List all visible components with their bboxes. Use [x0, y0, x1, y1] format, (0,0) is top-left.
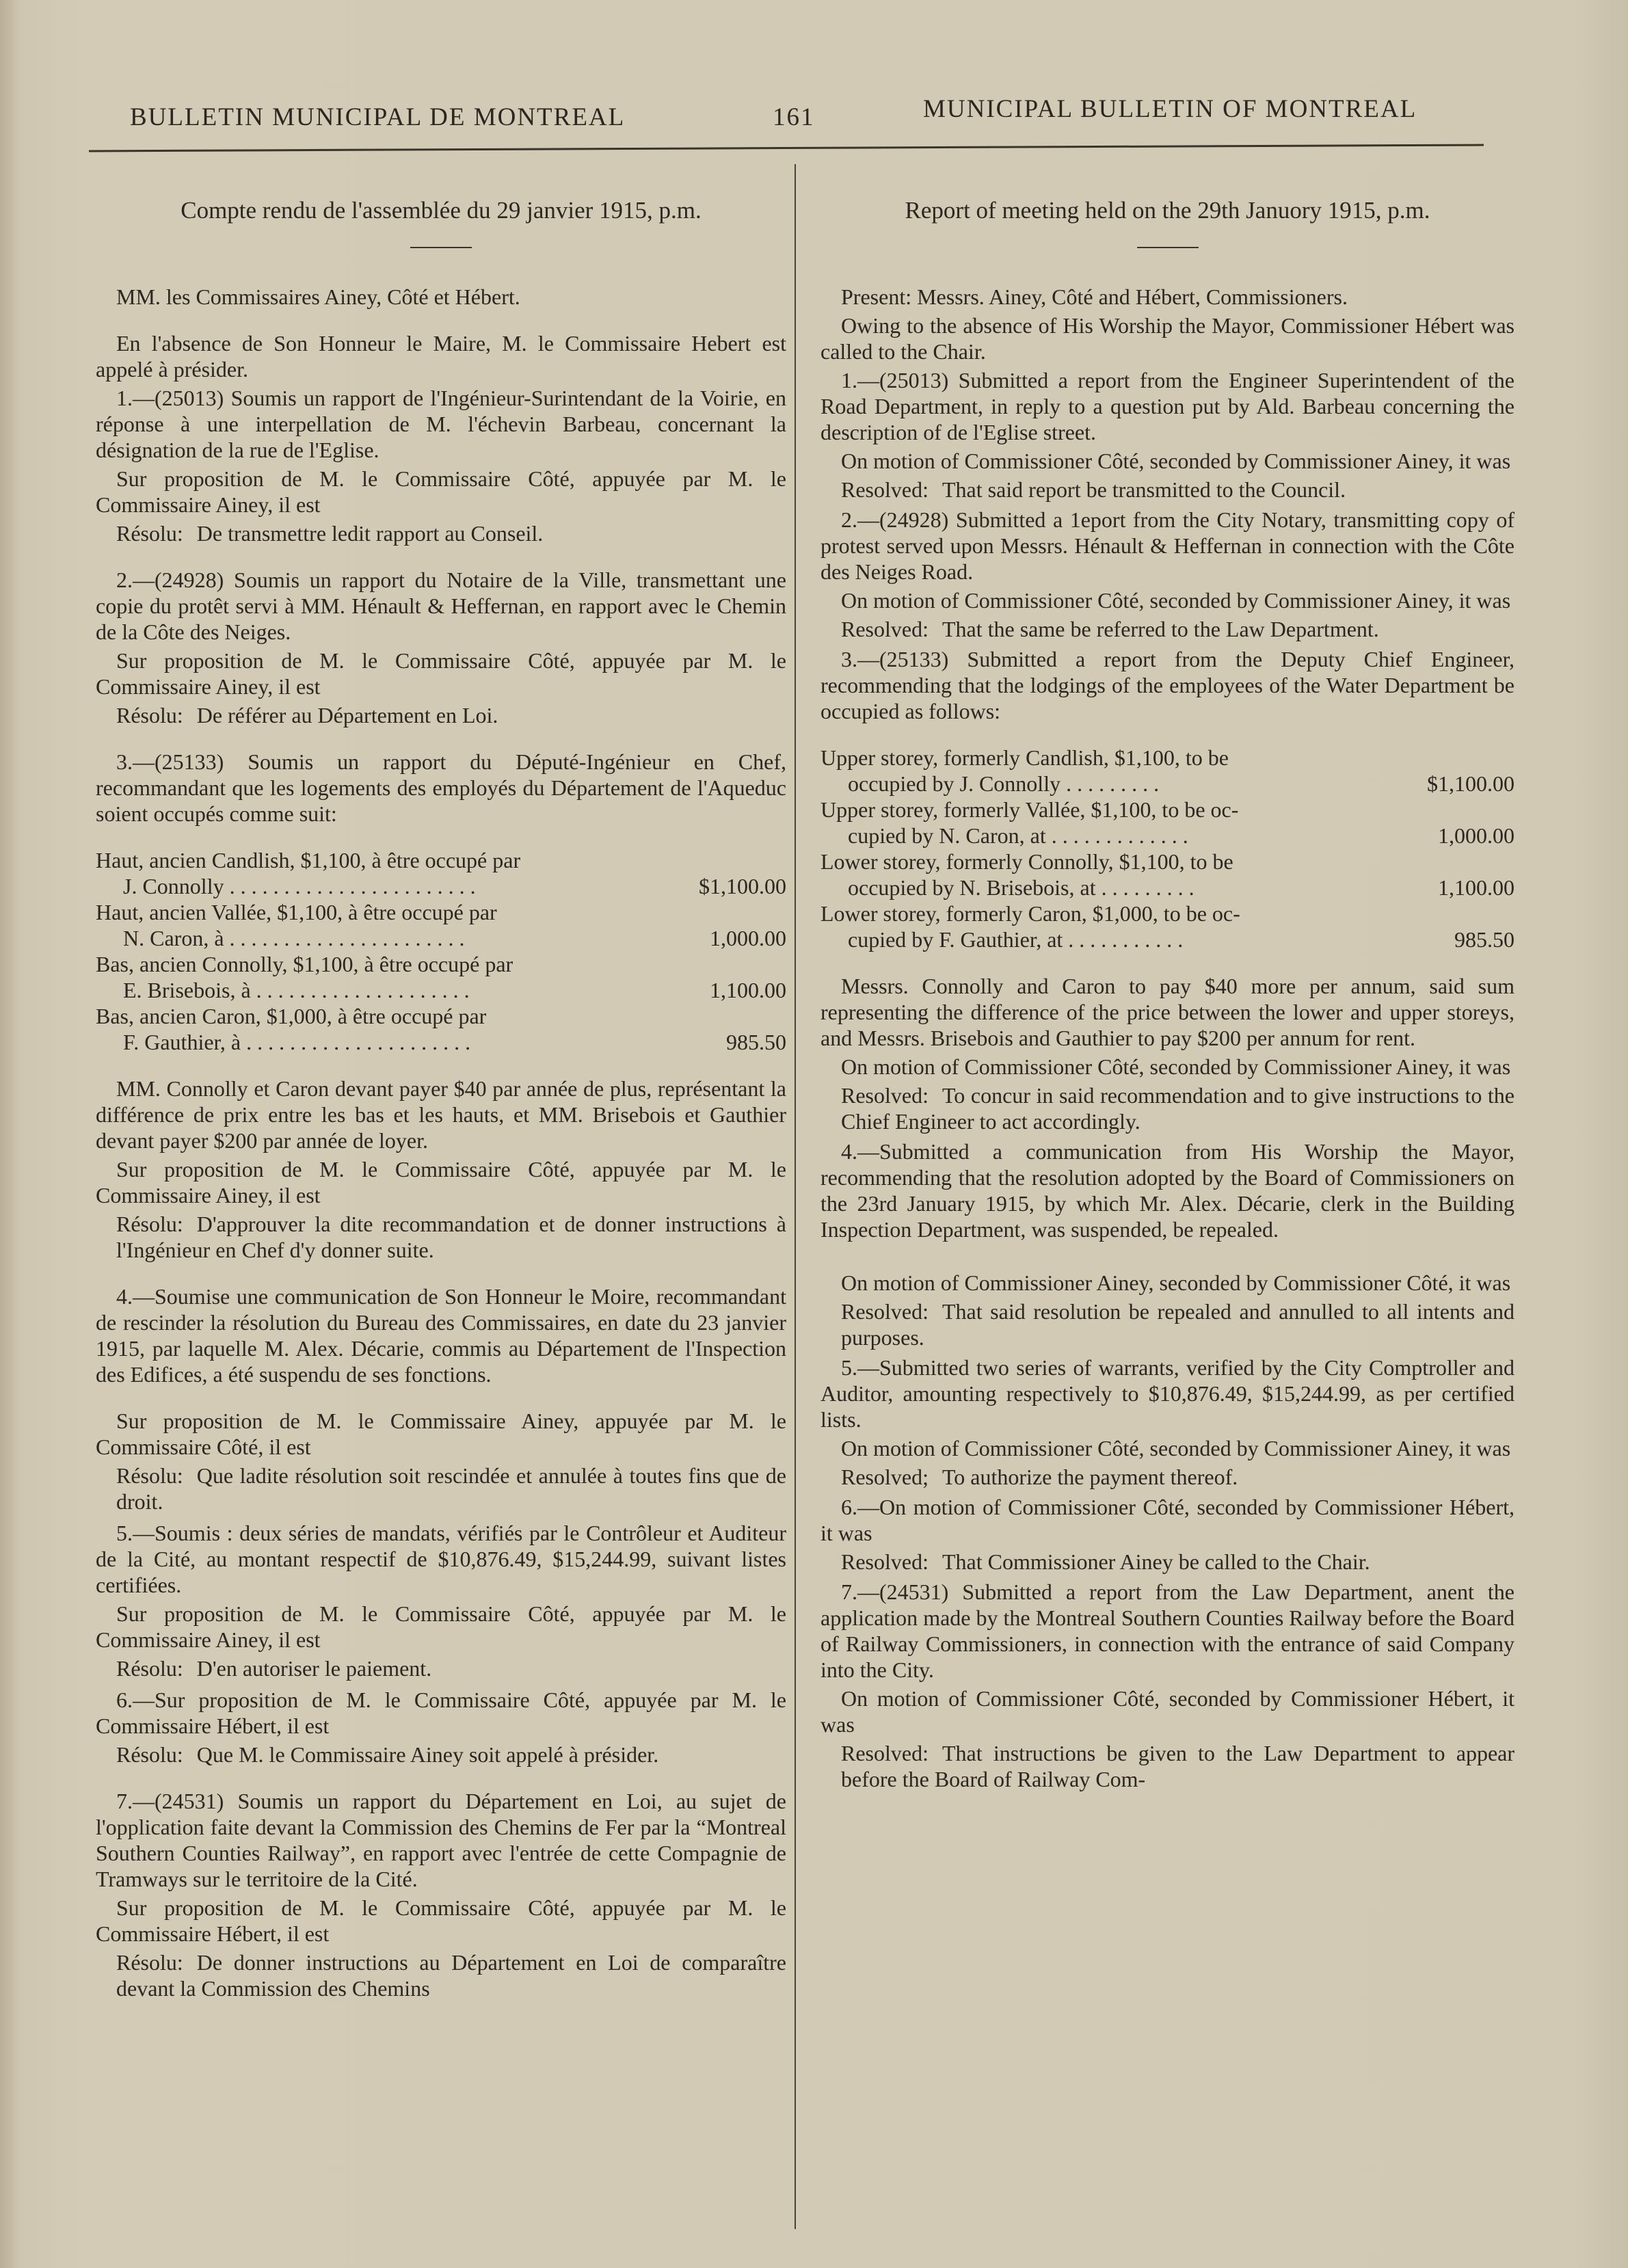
resolution-label: Resolved:	[841, 1299, 929, 1324]
resolution-label: Resolved;	[841, 1465, 929, 1489]
page-header	[130, 89, 1463, 130]
fr-item-7-resolution	[96, 1949, 786, 2001]
fr-item-4: 4.—Soumise une communication de Son Honneur le Moire, recommandant de rescinder la résolution du Bureau des Commissaires, en date du 23 janvier 1915, par laquelle M. Alex. Décarie, commis au Département de l'Inspection des Edifices, a été suspendu de ses fonctions.	[96, 1284, 786, 1387]
en-lodging-occupant: cupied by F. Gauthier, at . . . . . . . . . . .	[848, 927, 1184, 952]
resolution-text: Que ladite résolution soit rescindée et annulée à toutes fins que de droit.	[116, 1463, 786, 1514]
fr-item-1-resolution	[96, 520, 786, 546]
fr-present: MM. les Commissaires Ainey, Côté et Hébert.	[116, 284, 520, 309]
fr-item-1-motion: Sur proposition de M. le Commissaire Côté, appuyée par M. le Commissaire Ainey, il est	[96, 466, 786, 517]
resolution-label: Résolu:	[116, 703, 183, 728]
fr-lodging-occupant: E. Brisebois, à . . . . . . . . . . . . . . . . . . . .	[123, 978, 470, 1002]
en-item-3-motion: On motion of Commissioner Côté, seconded by Commissioner Ainey, it was	[841, 1054, 1511, 1079]
fr-lodging-line: Haut, ancien Candlish, $1,100, à être occupé par	[96, 848, 521, 872]
fr-lodging-line: Haut, ancien Vallée, $1,100, à être occupé par	[96, 900, 497, 924]
fr-lodging-line: Bas, ancien Caron, $1,000, à être occupé par	[96, 1004, 487, 1028]
en-item-6-resolution	[820, 1549, 1514, 1575]
resolution-label: Resolved:	[841, 1741, 929, 1765]
en-item-4-motion: On motion of Commissioner Ainey, seconded by Commissioner Côté, it was	[841, 1270, 1511, 1295]
en-lodging-occupant: occupied by J. Connolly . . . . . . . . .	[848, 771, 1160, 796]
fr-item-4-motion: Sur proposition de M. le Commissaire Ainey, appuyée par M. le Commissaire Côté, il est	[96, 1409, 786, 1459]
resolution-text: To authorize the payment thereof.	[942, 1465, 1238, 1489]
en-item-6: 6.—On motion of Commissioner Côté, seconded by Commissioner Hébert, it was	[820, 1495, 1514, 1545]
fr-lodging-amount: 1,100.00	[710, 978, 786, 1002]
fr-item-6-resolution	[96, 1742, 786, 1767]
resolution-text: To concur in said recommendation and to give instructions to the Chief Engineer to act accordingly.	[841, 1083, 1514, 1134]
fr-item-6: 6.—Sur proposition de M. le Commissaire Côté, appuyée par M. le Commissaire Hébert, il est	[96, 1687, 786, 1738]
en-item-4: 4.—Submitted a communication from His Worship the Mayor, recommending that the resolution adopted by the Board of Commissioners on the 23rd January 1915, by which Mr. Alex. Décarie, clerk in the Building Inspection Department, was suspended, be repealed.	[820, 1139, 1514, 1242]
en-item-3: 3.—(25133) Submitted a report from the Deputy Chief Engineer, recommending that the lodgings of the employees of the Water Department be occupied as follows:	[820, 647, 1514, 723]
fr-item-3-motion: Sur proposition de M. le Commissaire Côté, appuyée par M. le Commissaire Ainey, il est	[96, 1157, 786, 1208]
en-item-2-resolution	[820, 616, 1514, 642]
resolution-label: Resolved:	[841, 1083, 929, 1108]
fr-lodging-amount: $1,100.00	[699, 874, 786, 898]
resolution-label: Résolu:	[116, 1212, 183, 1236]
fr-item-2-resolution	[96, 702, 786, 728]
french-title-rule	[410, 247, 472, 248]
en-item-1-motion: On motion of Commissioner Côté, seconded by Commissioner Ainey, it was	[841, 449, 1511, 473]
fr-item-2-motion: Sur proposition de M. le Commissaire Côté, appuyée par M. le Commissaire Ainey, il est	[96, 648, 786, 699]
en-lodging-line: Upper storey, formerly Vallée, $1,100, to be oc-	[820, 797, 1239, 822]
fr-lodging-row	[96, 1029, 786, 1055]
en-item-1-resolution	[820, 477, 1514, 503]
en-lodging-line: Upper storey, formerly Candlish, $1,100, to be	[820, 745, 1229, 770]
en-lodging-occupant: occupied by N. Brisebois, at . . . . . . . . .	[848, 875, 1195, 900]
en-lodging-row	[820, 875, 1514, 900]
fr-lodgings-list	[96, 847, 786, 1055]
en-lodging-amount: $1,100.00	[1427, 771, 1514, 796]
en-absence: Owing to the absence of His Worship the Mayor, Commissioner Hébert was called to the Chair.	[820, 313, 1514, 364]
fr-lodging-row	[96, 925, 786, 951]
column-divider	[795, 164, 796, 2229]
resolution-text: That said report be transmitted to the Council.	[942, 477, 1346, 502]
resolution-text: D'en autoriser le paiement.	[196, 1656, 432, 1681]
en-lodging-line: Lower storey, formerly Caron, $1,000, to be oc-	[820, 901, 1240, 926]
en-lodging-line: Lower storey, formerly Connolly, $1,100, to be	[820, 849, 1233, 874]
fr-lodging-line: Bas, ancien Connolly, $1,100, à être occupé par	[96, 952, 513, 976]
english-title: Report of meeting held on the 29th Januory 1915, p.m.	[905, 197, 1430, 224]
french-column	[96, 181, 786, 2022]
en-lodging-amount: 985.50	[1454, 927, 1514, 952]
resolution-label: Resolved:	[841, 617, 929, 641]
resolution-label: Résolu:	[116, 521, 183, 546]
resolution-text: De transmettre ledit rapport au Conseil.	[196, 521, 544, 546]
resolution-text: That instructions be given to the Law Department to appear before the Board of Railway Com-	[841, 1741, 1514, 1791]
en-lodgings-list	[820, 745, 1514, 952]
en-item-3-rent-note: Messrs. Connolly and Caron to pay $40 more per annum, said sum representing the difference of the price between the lower and upper storeys, and Messrs. Brisebois and Gauthier to pay $200 per annum for rent.	[820, 974, 1514, 1050]
resolution-label: Résolu:	[116, 1463, 183, 1488]
fr-item-7-motion: Sur proposition de M. le Commissaire Côté, appuyée par M. le Commissaire Hébert, il est	[96, 1895, 786, 1946]
fr-absence: En l'absence de Son Honneur le Maire, M. le Commissaire Hebert est appelé à présider.	[96, 331, 786, 382]
fr-item-5-motion: Sur proposition de M. le Commissaire Côté, appuyée par M. le Commissaire Ainey, il est	[96, 1601, 786, 1652]
fr-lodging-occupant: N. Caron, à . . . . . . . . . . . . . . . . . . . . . .	[123, 926, 465, 950]
fr-lodging-amount: 1,000.00	[710, 926, 786, 950]
en-item-2-motion: On motion of Commissioner Côté, seconded by Commissioner Ainey, it was	[841, 588, 1511, 613]
fr-lodging-row	[96, 977, 786, 1003]
resolution-label: Resolved:	[841, 1549, 929, 1574]
fr-item-5: 5.—Soumis : deux séries de mandats, vérifiés par le Contrôleur et Auditeur de la Cité, au montant respectif de $10,876.49, $15,244.99, suivant listes certifiées.	[96, 1521, 786, 1597]
fr-item-5-resolution	[96, 1655, 786, 1681]
en-item-7-motion: On motion of Commissioner Côté, seconded by Commissioner Hébert, it was	[820, 1686, 1514, 1737]
fr-lodging-occupant: J. Connolly . . . . . . . . . . . . . . . . . . . . . . .	[123, 874, 476, 898]
fr-item-7: 7.—(24531) Soumis un rapport du Département en Loi, au sujet de l'opplication faite devant la Commission des Chemins de Fer par la “Montreal Southern Counties Railway”, en rapport avec l'entrée de cette Compagnie de Tramways sur le territoire de la Cité.	[96, 1789, 786, 1891]
fr-item-2: 2.—(24928) Soumis un rapport du Notaire de la Ville, transmettant une copie du protêt servi à MM. Hénault & Heffernan, en rapport avec le Chemin de la Côte des Neiges.	[96, 568, 786, 644]
resolution-text: D'approuver la dite recommandation et de donner instructions à l'Ingénieur en Chef d'y donner suite.	[116, 1212, 786, 1262]
en-lodging-amount: 1,000.00	[1438, 823, 1514, 848]
en-item-7-resolution	[820, 1740, 1514, 1792]
resolution-label: Resolved:	[841, 477, 929, 502]
resolution-label: Résolu:	[116, 1656, 183, 1681]
header-title-french: BULLETIN MUNICIPAL DE MONTREAL	[130, 103, 626, 131]
fr-item-3-rent-note: MM. Connolly et Caron devant payer $40 par année de plus, représentant la différence de prix entre les bas et les hauts, et MM. Brisebois et Gauthier devant payer $200 par année de loyer.	[96, 1076, 786, 1153]
resolution-text: That the same be referred to the Law Department.	[942, 617, 1379, 641]
en-present: Present: Messrs. Ainey, Côté and Hébert, Commissioners.	[841, 284, 1348, 309]
en-item-5: 5.—Submitted two series of warrants, verified by the City Comptroller and Auditor, amounting respectively to $10,876.49, $15,244.99, as per certified lists.	[820, 1355, 1514, 1432]
en-lodging-row	[820, 823, 1514, 849]
french-title: Compte rendu de l'assemblée du 29 janvier 1915, p.m.	[181, 197, 702, 224]
resolution-text: Que M. le Commissaire Ainey soit appelé à présider.	[196, 1742, 659, 1767]
en-lodging-row	[820, 926, 1514, 952]
resolution-text: De référer au Département en Loi.	[196, 703, 498, 728]
resolution-label: Résolu:	[116, 1742, 183, 1767]
en-lodging-row	[820, 771, 1514, 797]
resolution-text: That said resolution be repealed and annulled to all intents and purposes.	[841, 1299, 1514, 1350]
en-item-7: 7.—(24531) Submitted a report from the Law Department, anent the application made by the Montreal Southern Counties Railway before the Board of Railway Commissioners, in connection with the entrance of said Company into the City.	[820, 1579, 1514, 1682]
en-item-5-resolution	[820, 1464, 1514, 1490]
page-number: 161	[773, 103, 815, 131]
fr-item-1: 1.—(25013) Soumis un rapport de l'Ingénieur-Surintendant de la Voirie, en réponse à une interpellation de M. l'échevin Barbeau, concernant la désignation de la rue de l'Eglise.	[96, 386, 786, 462]
header-title-english: MUNICIPAL BULLETIN OF MONTREAL	[923, 95, 1417, 123]
fr-item-3: 3.—(25133) Soumis un rapport du Député-Ingénieur en Chef, recommandant que les logements des employés du Département de l'Aqueduc soient occupés comme suit:	[96, 749, 786, 826]
resolution-text: De donner instructions au Département en Loi de comparaître devant la Commission des Chemins	[116, 1950, 786, 2001]
fr-item-4-resolution	[96, 1463, 786, 1515]
header-rule	[89, 144, 1484, 152]
resolution-label: Résolu:	[116, 1950, 183, 1975]
resolution-text: That Commissioner Ainey be called to the Chair.	[942, 1549, 1370, 1574]
english-title-rule	[1137, 247, 1199, 248]
en-item-2: 2.—(24928) Submitted a 1eport from the City Notary, transmitting copy of protest served upon Messrs. Hénault & Heffernan in connection with the Côte des Neiges Road.	[820, 507, 1514, 584]
en-item-5-motion: On motion of Commissioner Côté, seconded by Commissioner Ainey, it was	[841, 1436, 1511, 1460]
en-item-1: 1.—(25013) Submitted a report from the Engineer Superintendent of the Road Department, in reply to a question put by Ald. Barbeau concerning the description of de l'Eglise street.	[820, 368, 1514, 444]
fr-lodging-row	[96, 873, 786, 899]
fr-lodging-occupant: F. Gauthier, à . . . . . . . . . . . . . . . . . . . . .	[123, 1030, 471, 1054]
fr-item-3-resolution	[96, 1211, 786, 1263]
en-lodging-amount: 1,100.00	[1438, 875, 1514, 900]
en-item-3-resolution	[820, 1082, 1514, 1134]
en-item-4-resolution	[820, 1298, 1514, 1350]
en-lodging-occupant: cupied by N. Caron, at . . . . . . . . . . . . .	[848, 823, 1188, 848]
english-column	[820, 181, 1514, 1813]
fr-lodging-amount: 985.50	[726, 1030, 786, 1054]
